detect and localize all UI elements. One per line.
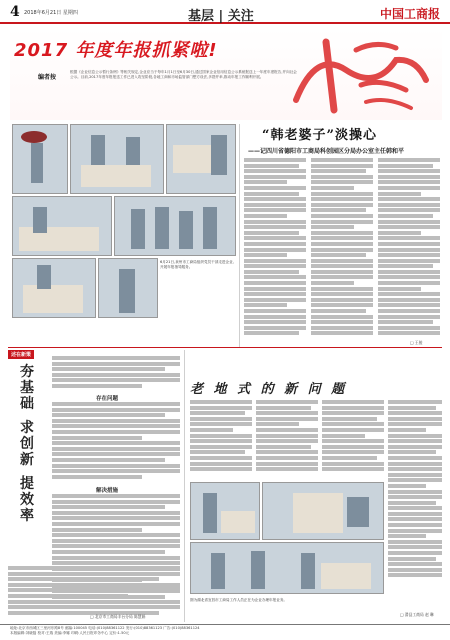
review-section-solutions: 解决措施 — [96, 488, 119, 494]
bottom-photo-caption: 图为湖北省宜昌市工商局工作人员正在为企业办理年报业务。 — [190, 598, 288, 602]
paper-masthead: 中国工商报 — [379, 7, 440, 21]
page-number: 4 — [10, 4, 20, 20]
heading-gap — [12, 412, 42, 420]
feature-column-3 — [378, 158, 440, 337]
heading-gap — [12, 468, 42, 476]
page-header — [0, 0, 450, 24]
photo-service-counter — [190, 482, 260, 540]
heading-char: 础 — [20, 396, 34, 412]
photo-staff-group — [114, 196, 236, 256]
heading-char: 求 — [20, 420, 34, 436]
heading-char: 提 — [20, 476, 34, 492]
heading-char: 基 — [20, 380, 34, 396]
footer-credits: 本版编辑:刘晓磊 校对:王瑞 美编:李娜 印刷:人民日报印务中心 定价:1.50元 — [10, 631, 130, 635]
publish-date: 2018年6月21日 星期四 — [24, 10, 78, 16]
feature-column-1 — [244, 158, 306, 337]
editor-label: 编者按 — [38, 74, 57, 81]
review-byline: □ 北京市工商局丰台分局 陈慧娟 — [90, 614, 146, 619]
photo-group-caption: 6月21日,泉州市工商局组织党员干部走进企业,开展年报指导服务。 — [160, 260, 234, 270]
heading-char: 新 — [20, 452, 34, 468]
photo-elderly-visit — [12, 258, 96, 318]
review-problems-body — [52, 402, 180, 480]
page-footer — [0, 624, 450, 640]
photo-enterprise-visit — [98, 258, 158, 318]
heading-char: 率 — [20, 508, 34, 524]
photo-desk-interview — [12, 196, 112, 256]
feature-author: □ 王骏 — [410, 340, 423, 345]
photo-outdoor-staff — [12, 124, 68, 194]
review-tag: 述在新策 — [8, 350, 34, 359]
section-title: 基层 | 关注 — [188, 9, 254, 24]
heading-char: 效 — [20, 492, 34, 508]
banner-title: 2017 年度年报抓紧啦! — [14, 40, 218, 61]
column-divider — [184, 350, 185, 622]
bottom-feature-title: 老 地 式 的 新 问 题 — [190, 382, 348, 397]
photo-phone-operation — [262, 482, 384, 540]
review-section-problems: 存在问题 — [96, 396, 119, 402]
heading-char: 夯 — [20, 364, 34, 380]
heading-char: 创 — [20, 436, 34, 452]
feature-headline: “韩老婆子”淡操心 — [262, 128, 377, 143]
review-conclusion — [8, 566, 180, 616]
bottom-column-4 — [388, 400, 442, 579]
feature-subheadline: ——记四川省德阳市工商局科创园区分局办公室主任韩和平 — [248, 148, 405, 155]
review-intro — [52, 356, 180, 390]
editor-note: 根据《企业信息公示暂行条例》等相关规定,企业应当于每年1月1日至6月30日,通过国家企业信用信息公示系统报送上一年度年度报告,并向社会公示。目前,2017年度年报报送工作已进入攻坚阶段,各地工商和市场监管部门想方设法,多措并举,推动年报工作顺利开展。 — [70, 70, 297, 80]
photo-office-guidance — [70, 124, 164, 194]
bottom-column-3 — [322, 400, 384, 473]
annual-report-banner — [10, 28, 442, 120]
photo-computer-service — [166, 124, 236, 194]
bottom-column-2 — [256, 400, 318, 473]
feature-column-2 — [311, 158, 373, 337]
column-divider — [239, 124, 240, 348]
footer-contact: 地址:北京市西城区三里河东路8号 邮编:100045 电话:(010)88361122 发行:(010)88361123 广告:(010)88361124 — [10, 626, 200, 630]
bottom-byline: □ 滑县工商局 赵 琳 — [400, 612, 434, 617]
bottom-column-1 — [190, 400, 252, 473]
photo-enterprise-counter — [190, 542, 384, 594]
commentary-heading — [12, 364, 42, 524]
section-divider — [8, 347, 442, 348]
credit-calligraphy-icon — [286, 30, 436, 118]
